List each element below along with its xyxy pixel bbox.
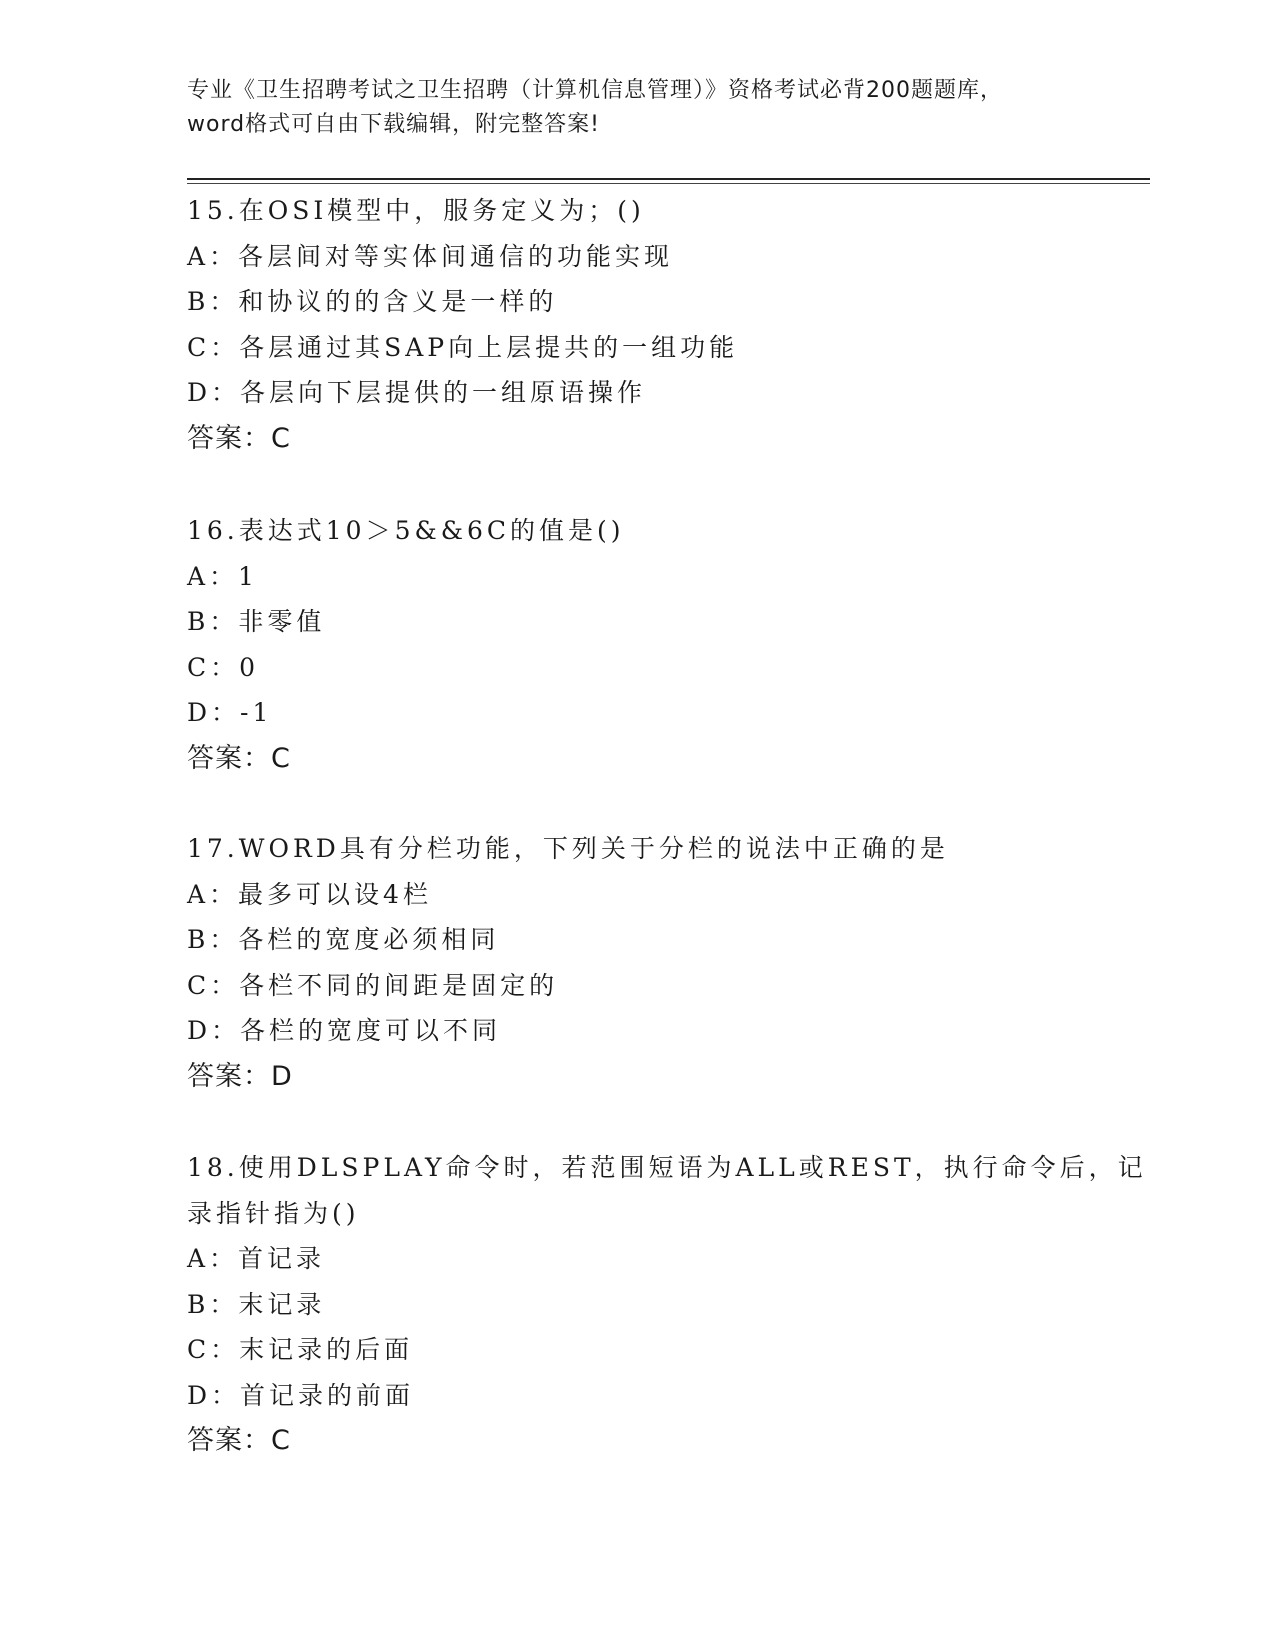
option-a: A：首记录 <box>187 1244 326 1273</box>
answer: 答案：C <box>187 742 291 774</box>
header-divider-thin <box>187 183 1150 184</box>
header-divider-thick <box>187 178 1150 180</box>
question-17 <box>187 826 1087 1099</box>
question-18 <box>187 1145 1147 1464</box>
answer: 答案：C <box>187 1425 291 1456</box>
option-b: B：末记录 <box>187 1289 326 1319</box>
option-c: C：0 <box>187 652 260 682</box>
option-b: B：和协议的的含义是一样的 <box>187 287 558 316</box>
option-c: C：各栏不同的间距是固定的 <box>187 970 559 1000</box>
option-c: C：末记录的后面 <box>187 1335 414 1364</box>
question-title-line-2: 录指针指为() <box>187 1198 360 1228</box>
question-title: 15.在OSI模型中，服务定义为；() <box>187 196 645 225</box>
option-a: A：1 <box>187 561 258 591</box>
answer: 答案：D <box>187 1060 293 1092</box>
option-d: D：各层向下层提供的一组原语操作 <box>187 378 647 407</box>
option-a: A：最多可以设4栏 <box>187 879 432 909</box>
option-a: A：各层间对等实体间通信的功能实现 <box>187 241 674 271</box>
option-c: C：各层通过其SAP向上层提共的一组功能 <box>187 332 739 362</box>
question-title-line-1: 18.使用DLSPLAY命令时，若范围短语为ALL或REST，执行命令后，记 <box>187 1153 1147 1182</box>
question-16 <box>187 508 1087 781</box>
option-d: D：-1 <box>187 698 273 727</box>
header-title-line-2: word格式可自由下载编辑，附完整答案! <box>187 112 600 137</box>
option-b: B：各栏的宽度必须相同 <box>187 925 500 954</box>
answer: 答案：C <box>187 422 291 454</box>
question-title: 16.表达式10＞5&&6C的值是() <box>187 516 625 545</box>
question-title: 17.WORD具有分栏功能，下列关于分栏的说法中正确的是 <box>187 834 949 863</box>
document-header <box>187 74 1087 142</box>
option-d: D：各栏的宽度可以不同 <box>187 1016 502 1045</box>
question-15 <box>187 188 1087 461</box>
header-title-line-1: 专业《卫生招聘考试之卫生招聘（计算机信息管理）》资格考试必背200题题库， <box>187 78 1003 103</box>
option-b: B：非零值 <box>187 607 326 636</box>
option-d: D：首记录的前面 <box>187 1380 415 1410</box>
